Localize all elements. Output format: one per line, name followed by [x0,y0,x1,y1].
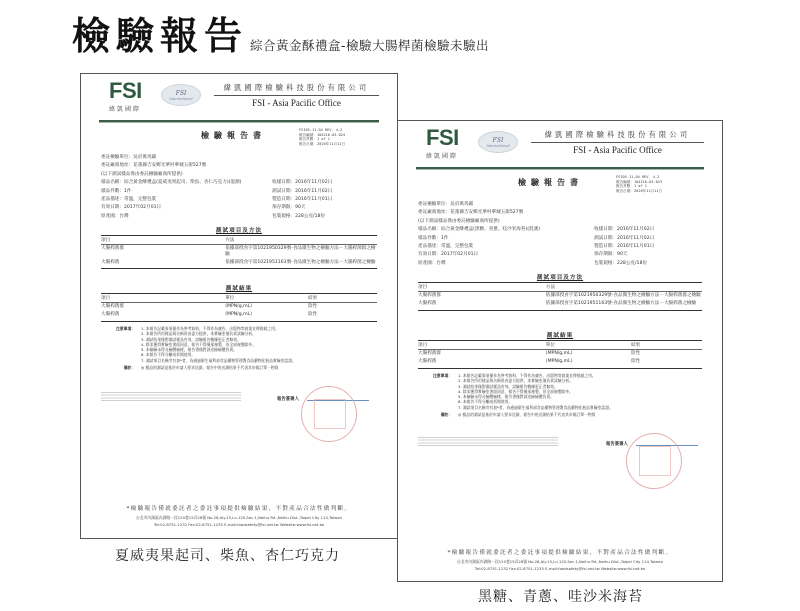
report-meta: FSI05-11-04 REV. 4.2 報告編號：104216-03-023 報告頁數：1 of 1 報告日期：2016年11月11日 [616,175,663,193]
info-row: 樣品件數：1件 測試日期：2016年11月02日 [418,235,655,241]
table-row: 大腸桿菌 (MPN/g,mL) 陰性 [418,358,702,368]
table-row: 大腸桿菌群 (MPN/g,mL) 陰性 [101,304,318,309]
table-row: 大腸桿菌 依據部授食字第1021951163號-食品微生物之檢驗方法－大腸桿菌之檢驗 [101,259,377,269]
info-row: 有效日期：2017年02月01日 保存期限：90天 [101,205,306,211]
info-row: 有效日期：2017年02月01日 保存期限：90天 [418,252,628,258]
report-title: 檢驗報告書 [201,130,266,140]
results-table: 項目 單位 結果 大腸桿菌群 (MPN/g,mL) 陰性 大腸桿菌 (MPN/g,mL) 陰性 [418,340,702,369]
header-divider [99,120,379,123]
header-divider [416,167,704,170]
sample-info [418,201,702,268]
info-row: 原產國：台灣 包裝規格：228公克/18份 [418,260,647,266]
table-row: 大腸桿菌群 依據部授食字第1021950329號-食品微生物之檢驗方法－大腸桿菌群之檢驗 [418,293,701,298]
report-header [416,127,704,167]
report-title-block [398,175,722,195]
methods-table: 項目 方法 大腸桿菌群 依據部授食字第1021950329號-食品微生物之檢驗方法－大腸桿菌群之檢驗 大腸桿菌 依據部授食字第1021951163號-食品微生物之檢驗方法－大腸桿菌之檢驗 [418,282,702,311]
info-row: 委託廠商地址：花蓮縣吉安鄉光華村華城五街527號 [418,210,524,216]
report-footer: *檢驗報告僅就委託者之委託事項提供檢驗結果，不對產品合法性做判斷。 台北市內湖區內湖路一段120巷15弄28號 No.28,Aly.15,Ln.120,Sec.1,Neihu Rd.,Neihu Dist.,Taipei City 114,Taiwan Tel:02-8751-1232 Fax:02-8751-1235 E-mail:foodsafety@fsi.net.tw Website:www.fsi.net.tw [126,506,352,527]
sample-info [101,154,377,221]
signer-label: 報告簽署人 [606,442,628,447]
info-row: 原產國：台灣 包裝規格：228公克/18份 [101,213,326,219]
page-heading [72,14,489,58]
report-document-2 [397,120,723,582]
fsi-international-emblem: FSI International [161,84,201,106]
test-methods-section: 測試項目及方法 項目 方法 大腸桿菌群 依據部授食字第1021950329號-食品微生物之檢驗方法－大腸桿菌群之檢驗 大腸桿菌 依據部授食字第1021951163號-食品微生物之檢驗方法－大腸桿菌之檢驗 [418,273,702,311]
signer-label: 報告簽署人 [277,397,299,402]
table-row: 大腸桿菌群 依據部授食字第1021950329號-食品微生物之檢驗方法－大腸桿菌群之檢驗 [101,246,376,257]
page-title: 檢驗報告 [72,13,249,58]
info-row: 委託檢驗單位：吳府萬馬鋪 [101,155,157,160]
fsi-logo: FSI 緯凱國際 [426,125,459,160]
test-results-section: 測試結果 項目 單位 結果 大腸桿菌群 (MPN/g,mL) 陰性 大腸桿菌 (MPN/g,mL) 陰性 [101,284,377,322]
caption-report-1: 夏威夷果起司、柴魚、杏仁巧克力 [115,548,340,564]
report-document-1 [80,73,398,539]
info-row: 委託廠商地址：花蓮縣吉安鄉光華村華城五街527號 [101,163,207,169]
notes-section: 注意事項： 1. 本報告記載事項僅作為參考資料，不得作為廣告、出版物等商業宣傳推銷之用。 2. 本報告所用樣品與名稱係由委方提供，本實驗室僅負責試驗分析。 3. 測試結果僅對測試樣品有效，試驗報告數據更正者無效。 4. 除非獲得實驗室書面同意，報告不得擅部複製，但全部複製除外。 5. 本檢驗未得允檢體檢樣，報告書僅對該送檢檢體負責。 6. 本報告不得分離或拆開使用。 7. 測試項目名稱旁有加*者，為通過衛生福利部食品藥物管理署食品藥物化粧品實驗室認證。 備註： ◎ 樣品的測試是基於申請人要求送測，報告中的送測結果不代表其申報訂單一物質 [433,373,613,418]
caption-report-2: 黑糖、青蔥、哇沙米海苔 [478,589,643,605]
report-title-block [81,128,397,148]
report-title: 檢驗報告書 [518,177,583,187]
company-name: 緯凱國際檢驗科技股份有限公司 FSI - Asia Pacific Office [531,130,704,155]
info-row: (以下測試樣品係由委託檢驗廠商所提供) [101,171,183,177]
methods-table: 項目 方法 大腸桿菌群 依據部授食字第1021950329號-食品微生物之檢驗方法－大腸桿菌群之檢驗 大腸桿菌 依據部授食字第1021951163號-食品微生物之檢驗方法－大腸桿菌之檢驗 [101,235,377,269]
official-stamp [626,433,682,489]
fsi-international-emblem: FSI International [478,131,518,153]
info-row: 委託檢驗單位：吳府萬馬鋪 [418,202,474,207]
fine-print [418,437,558,447]
results-table: 項目 單位 結果 大腸桿菌群 (MPN/g,mL) 陰性 大腸桿菌 (MPN/g,mL) 陰性 [101,293,377,322]
report-meta: FSI05-11-04 REV. 4.2 報告編號：104216-03-024 報告頁數：1 of 1 報告日期：2016年11月11日 [299,128,346,146]
info-row: (以下測試樣品係由委託檢驗廠商所提供) [418,218,500,224]
info-row: 樣品名稱：綜合黃金酥禮盒(夏威夷果起司、柴魚、杏仁巧克力)(混測) 收樣日期：2016年11月02日 [101,180,333,186]
info-row: 產品描述：常溫，完整包裝 製造日期：2016年11月01日 [101,197,333,203]
table-row: 大腸桿菌群 (MPN/g,mL) 陰性 [418,351,641,356]
notes-section: 注意事項： 1. 本報告記載事項僅作為參考資料，不得作為廣告、出版物等商業宣傳推銷之用。 2. 本報告所用樣品與名稱係由委方提供，本實驗室僅負責試驗分析。 3. 測試結果僅對測試樣品有效，試驗報告數據更正者無效。 4. 除非獲得實驗室書面同意，報告不得擅部複製，但全部複製除外。 5. 本檢驗未得允檢體檢樣，報告書僅對該送檢檢體負責。 6. 本報告不得分離或拆開使用。 7. 測試項目名稱旁有加*者，為通過衛生福利部食品藥物管理署食品藥物化粧品實驗室認證。 備註： ◎ 樣品的測試是基於申請人要求送測，報告中的送測結果不代表其申報訂單一物質 [116,326,296,371]
table-row: 大腸桿菌 (MPN/g,mL) 陰性 [101,311,377,321]
test-results-section: 測試結果 項目 單位 結果 大腸桿菌群 (MPN/g,mL) 陰性 大腸桿菌 (MPN/g,mL) 陰性 [418,331,702,369]
info-row: 樣品名稱：綜合黃金酥禮盒(黑糖、青蔥、哇沙米海苔)(混測) 收樣日期：2016年11月02日 [418,227,655,233]
report-header [99,80,379,120]
table-row: 大腸桿菌 依據部授食字第1021951163號-食品微生物之檢驗方法－大腸桿菌之檢驗 [418,300,702,310]
page-subtitle: 綜合黃金酥禮盒-檢驗大腸桿菌檢驗未驗出 [250,38,490,53]
info-row: 樣品件數：1件 測試日期：2016年11月02日 [101,188,333,194]
report-footer: *檢驗報告僅就委託者之委託事項提供檢驗結果，不對產品合法性做判斷。 台北市內湖區內湖路一段120巷15弄28號 No.28,Aly.15,Ln.120,Sec.1,Neihu Rd.,Neihu Dist.,Taipei City 114,Taiwan Tel:02-8751-1232 Fax:02-8751-1235 E-mail:foodsafety@fsi.net.tw Website:www.fsi.net.tw [447,550,673,571]
test-methods-section: 測試項目及方法 項目 方法 大腸桿菌群 依據部授食字第1021950329號-食品微生物之檢驗方法－大腸桿菌群之檢驗 大腸桿菌 依據部授食字第1021951163號-食品微生物之檢驗方法－大腸桿菌之檢驗 [101,226,377,269]
official-stamp [301,386,357,442]
fsi-logo: FSI 緯凱國際 [109,78,142,113]
fine-print [101,392,241,402]
info-row: 產品描述：常溫，完整包裝 製造日期：2016年11月01日 [418,244,655,250]
company-name: 緯凱國際檢驗科技股份有限公司 FSI - Asia Pacific Office [214,83,379,108]
